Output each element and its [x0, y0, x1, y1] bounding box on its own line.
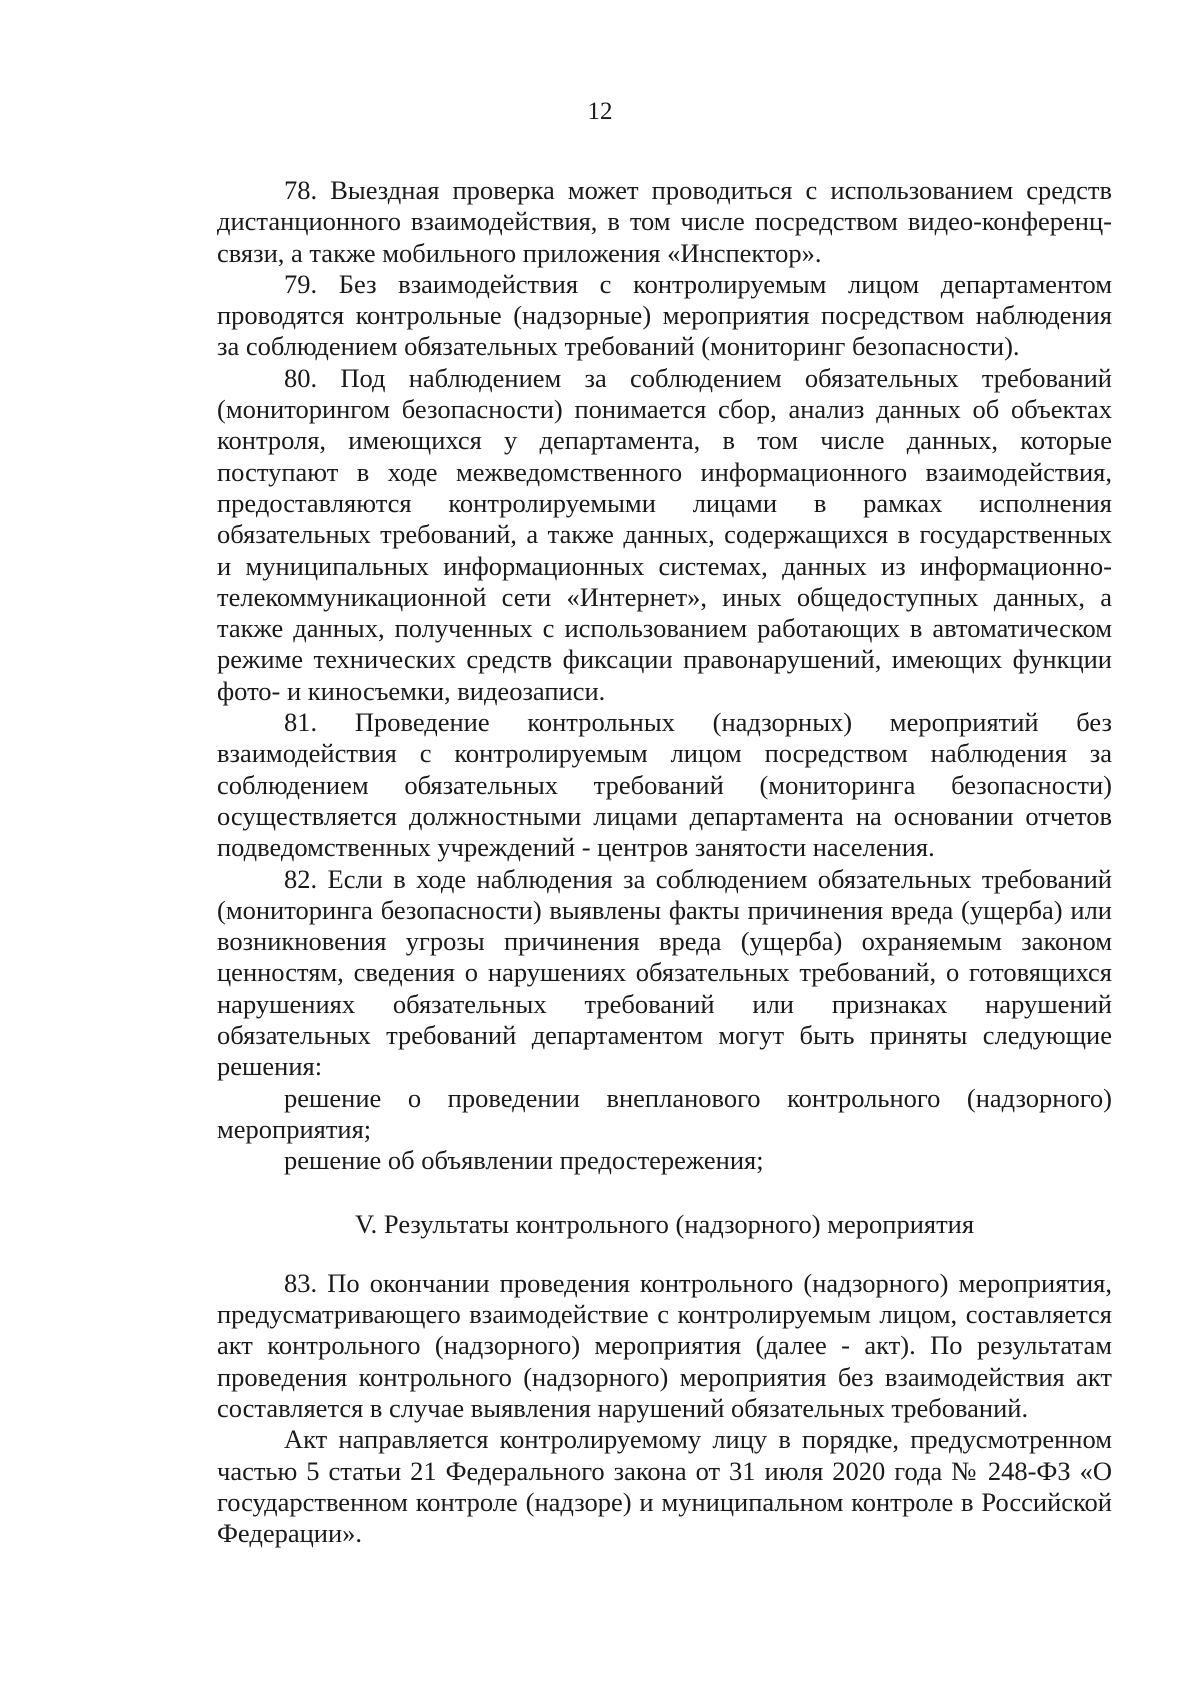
paragraph-83: 83. По окончании проведения контрольного (надзорного) мероприятия, предусматривающего взаимодействие с контролируемым лицом, составляется акт контрольного (надзорного) мероприятия (далее - акт). По результатам проведения контрольного (надзорного) мероприятия без взаимодействия акт составляется в случае выявления нарушений обязательных требований.: [217, 1267, 1112, 1423]
paragraph-80: 80. Под наблюдением за соблюдением обязательных требований (мониторингом безопасности) понимается сбор, анализ данных об объектах контроля, имеющихся у департамента, в том числе данных, которые поступают в ходе межведомственного информационного взаимодействия, предоставляются контролируемыми лицами в рамках исполнения обязательных требований, а также данных, содержащихся в государственных и муниципальных информационных системах, данных из информационно-телекоммуникационной сети «Интернет», иных общедоступных данных, а также данных, полученных с использованием работающих в автоматическом режиме технических средств фиксации правонарушений, имеющих функции фото- и киносъемки, видеозаписи.: [217, 362, 1112, 706]
paragraph-78: 78. Выездная проверка может проводиться с использованием средств дистанционного взаимодействия, в том числе посредством видео-конференц-связи, а также мобильного приложения «Инспектор».: [217, 175, 1112, 268]
decision-item-unscheduled-inspection: решение о проведении внепланового контрольного (надзорного) мероприятия;: [217, 1082, 1112, 1144]
decision-item-warning: решение об объявлении предостережения;: [284, 1145, 764, 1176]
section-heading: V. Результаты контрольного (надзорного) мероприятия: [354, 1208, 975, 1239]
paragraph-81: 81. Проведение контрольных (надзорных) мероприятий без взаимодействия с контролируемым лицом посредством наблюдения за соблюдением обязательных требований (мониторинга безопасности) осуществляется должностными лицами департамента на основании отчетов подведомственных учреждений - центров занятости населения.: [217, 707, 1112, 863]
paragraph-79: 79. Без взаимодействия с контролируемым лицом департаментом проводятся контрольные (надзорные) мероприятия посредством наблюдения за соблюдением обязательных требований (мониторинг безопасности).: [217, 268, 1112, 362]
paragraph-act-delivery: Акт направляется контролируемому лицу в порядке, предусмотренном частью 5 статьи 21 Федерального закона от 31 июля 2020 года № 248-ФЗ «О государственном контроле (надзоре) и муниципальном контроле в Российской Федерации».: [217, 1424, 1112, 1549]
document-body: [217, 175, 1112, 1549]
page-number: 12: [587, 98, 613, 125]
paragraph-82: 82. Если в ходе наблюдения за соблюдением обязательных требований (мониторинга безопасности) выявлены факты причинения вреда (ущерба) или возникновения угрозы причинения вреда (ущерба) охраняемым законом ценностям, сведения о нарушениях обязательных требований, о готовящихся нарушениях обязательных требований или признаках нарушений обязательных требований департаментом могут быть приняты следующие решения:: [217, 863, 1112, 1082]
